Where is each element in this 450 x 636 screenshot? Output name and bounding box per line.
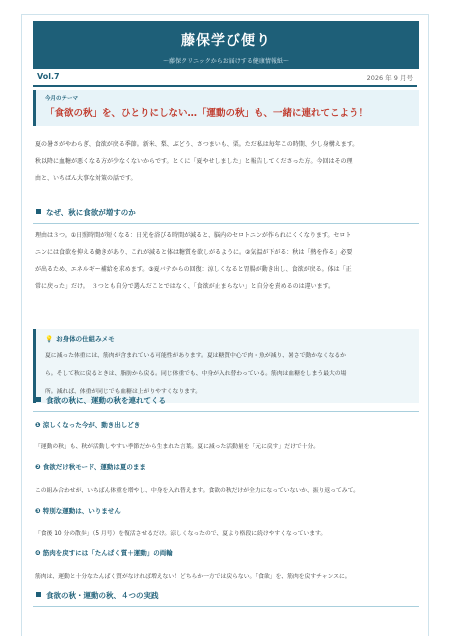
square-bullet-icon [36, 397, 41, 402]
memo-box [33, 329, 419, 403]
square-bullet-icon [36, 209, 41, 214]
divider [33, 85, 417, 87]
intro-line: 由と、いちばん大事な対策の話です。 [35, 175, 137, 182]
theme-label: 今月のテーマ [45, 96, 79, 102]
newsletter-page [21, 14, 429, 636]
item-text-2: この組み合わせが、いちばん体重を増やし、中身を入れ替えます。食欲の秋だけが全力になっていないか、振り返ってみて。 [35, 488, 360, 494]
memo-title [45, 334, 115, 343]
memo-line: ら。そして秋に戻るときは、脂肪から戻る。同じ体重でも、中身が入れ替わっている。筋肉は血糖をしまう最大の場 [45, 371, 347, 377]
why-line: ニンには食欲を抑える働きがあり、これが減ると体は糖質を欲しがるように。②気温が下がる：秋は「熱を作る」必要 [35, 249, 353, 256]
intro-line: 夏の暑さがやわらぎ、食欲が戻る季節。新米、梨、ぶどう、さつまいも、栗。ただ私は毎年この時期、少し身構えます。 [35, 141, 359, 148]
item-text-1: 「運動の秋」も、秋が活動しやすい季節だから生まれた言葉。夏に減った活動量を「元に戻す」だけで十分。 [35, 444, 320, 450]
why-line: 理由は３つ。①日照時間が短くなる：日光を浴びる時間が減ると、脳内のセロトニンが作られにくくなります。セロト [35, 232, 352, 239]
issue-row [37, 72, 413, 84]
section-heading-text: なぜ、秋に食欲が増すのか [46, 208, 136, 217]
why-paragraph [35, 227, 417, 295]
item-text-4: 筋肉は、運動と十分なたんぱく質がなければ増えない！どちらか一方では戻らない。「食欲」を、筋肉を戻すチャンスに。 [35, 574, 351, 580]
memo-line: 夏に減った体重には、筋肉が含まれている可能性があります。夏は糖質中心で肉・魚が減り、暑さで動かなくなるか [45, 353, 346, 359]
item-title-4: ❹ 筋肉を戻すには「たんぱく質＋運動」の両輪 [35, 549, 173, 557]
item-title-3: ❸ 特別な運動は、いりません [35, 507, 121, 515]
why-line: が出るため、エネルギー補給を求めます。③夏バテからの回復：涼しくなると胃腸が動き出し、食欲が戻る。体は「正 [35, 266, 352, 273]
intro-line: 秋以降に血糖が悪くなる方が少なくないからです。とくに「夏やせしました」と報告してくださった方。今回はその理 [35, 158, 353, 165]
lightbulb-icon: 💡 [45, 335, 54, 343]
theme-box [33, 90, 419, 126]
section-heading-why [33, 207, 419, 224]
masthead [33, 21, 419, 69]
intro-paragraph [35, 136, 417, 187]
memo-text [45, 347, 410, 401]
section-heading-text: 食欲の秋・運動の秋、４つの実践 [46, 591, 159, 600]
item-title-2: ❷ 食欲だけ秋モード、運動は夏のまま [35, 463, 146, 471]
memo-title-text: お身体の仕組みメモ [56, 335, 115, 343]
section-heading-text: 食欲の秋に、運動の秋を連れてくる [46, 396, 166, 405]
volume-number: Vol.7 [37, 72, 60, 81]
newsletter-subtitle: 〜藤保クリニックからお届けする健康情報紙〜 [163, 58, 289, 65]
theme-headline: 「食欲の秋」を、ひとりにしない…「運動の秋」も、一緒に連れてこよう！ [45, 108, 369, 119]
newsletter-title: 藤保学び便り [181, 33, 271, 49]
why-line: 常に戻った」だけ。 ３つとも自分で選んだことではなく、「食欲が止まらない」と自分を責めるのは違います。 [35, 283, 335, 290]
square-bullet-icon [36, 592, 41, 597]
issue-date: 2026 年 9 月号 [366, 74, 413, 82]
section-heading-exercise [33, 395, 419, 412]
item-text-3: 「食後 10 分の散歩」（5 月号）を復活させるだけ。涼しくなったので、夏より格段に続けやすくなっています。 [35, 531, 327, 537]
item-title-1: ❶ 涼しくなった今が、動き出しどき [35, 421, 141, 429]
memo-line: 所。減れば、体重が同じでも血糖は上がりやすくなります。 [45, 389, 202, 395]
section-heading-practice [33, 590, 419, 607]
